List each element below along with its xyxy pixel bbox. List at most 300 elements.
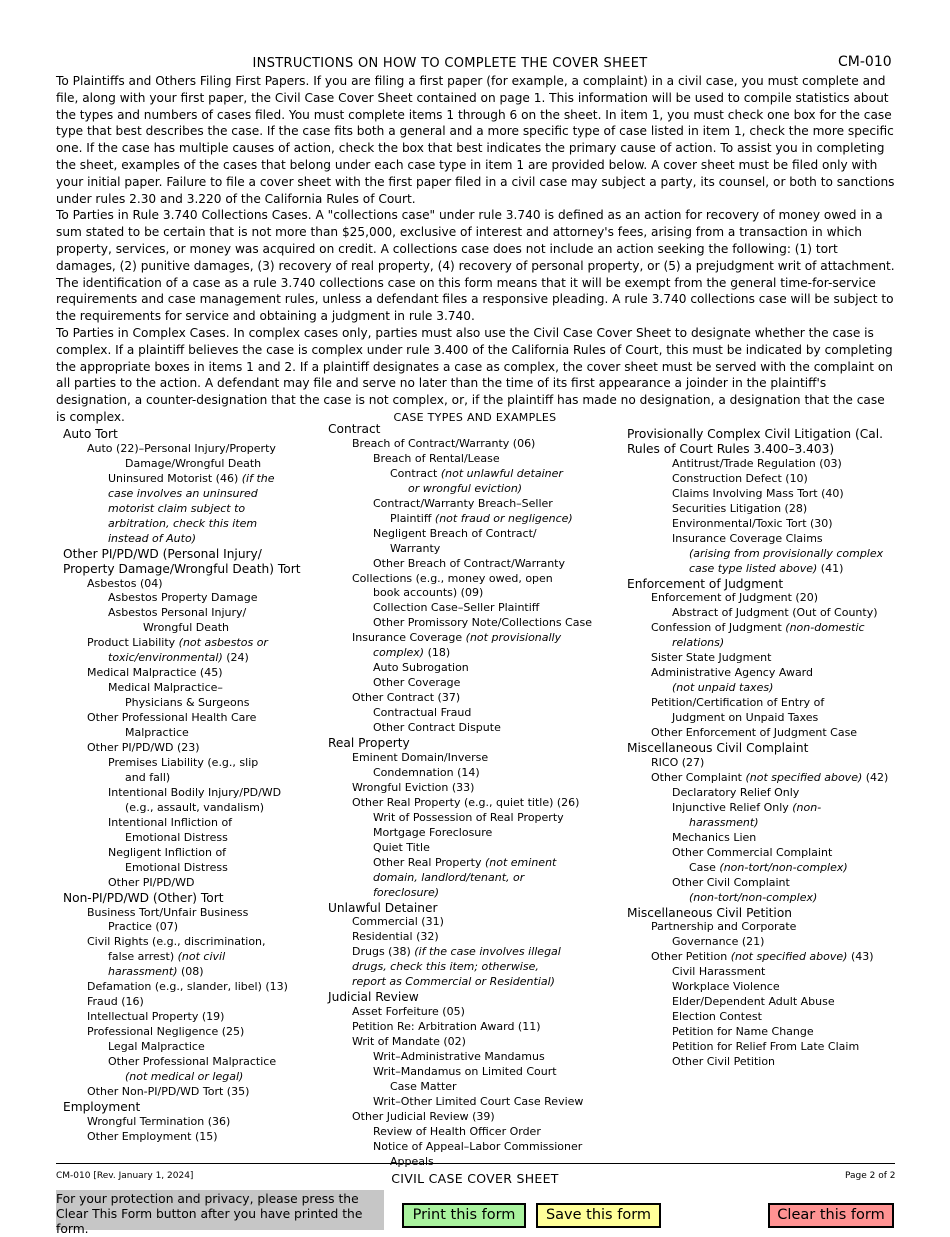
item-text: Damage/Wrongful Death [125, 456, 262, 470]
item-text: Other Breach of Contract/Warranty [373, 556, 566, 570]
item-qualifier: (not unlawful detainer [440, 466, 563, 480]
case-type-item [63, 756, 318, 771]
case-type-item [328, 841, 618, 856]
case-type-item [328, 930, 618, 945]
case-type-item [328, 467, 618, 482]
instructions-body [56, 73, 898, 426]
item-text: Negligent Breach of Contract/ [373, 526, 537, 540]
item-text: Judgment on Unpaid Taxes [672, 711, 819, 725]
case-type-item [627, 876, 907, 891]
item-qualifier: (not eminent [484, 855, 557, 869]
item-text: Real Property [328, 736, 410, 751]
item-qualifier: (if the [241, 471, 275, 485]
case-type-item [328, 527, 618, 542]
case-type-item [63, 666, 318, 681]
item-text: Civil Harassment [672, 965, 766, 979]
case-category [328, 422, 618, 437]
item-qualifier: foreclosure) [373, 885, 440, 899]
case-type-item [328, 781, 618, 796]
item-text: Writ of Mandate (02) [352, 1035, 466, 1049]
item-text: Rules of Court Rules 3.400–3.403) [627, 441, 835, 456]
item-text: Election Contest [672, 1010, 762, 1024]
case-type-item [627, 831, 907, 846]
case-category [627, 442, 907, 457]
case-types-column-1 [63, 427, 318, 1145]
case-type-item [63, 1130, 318, 1145]
case-type-item [627, 1055, 907, 1070]
item-text: Injunctive Relief Only [672, 800, 793, 814]
item-text: Contract/Warranty Breach–Seller [373, 496, 553, 510]
item-qualifier: (non- [792, 800, 822, 814]
case-type-item [63, 591, 318, 606]
case-type-item [627, 1025, 907, 1040]
item-qualifier: (not medical or legal) [125, 1069, 244, 1083]
paragraph-text: If you are filing a first paper (for example, a complaint) in a civil case, you must complete and file, along with your first paper, the Civil Case Cover Sheet contained on page 1. This information will be used to compile statistics about the types and numbers of cases filed. You must complete items 1 through 6 on the sheet. In item 1, you must check one box for the case type that best describes the case. If the case fits both a general and a more specific type of case listed in item 1, check the more specific one. If the case has multiple causes of action, check the box that best indicates the primary cause of action. To assist you in completing the sheet, examples of the cases that belong under each case type in item 1 are provided below. A cover sheet must be filed only with your initial paper. Failure to file a cover sheet with the first paper filed in a civil case may subject a party, its counsel, or both to sanctions under rules 2.30 and 3.220 of the California Rules of Court. [56, 74, 895, 206]
item-code: (24) [222, 651, 249, 665]
item-text: Asbestos (04) [87, 576, 163, 590]
case-type-item [328, 437, 618, 452]
item-text: book accounts) (09) [373, 586, 484, 600]
form-revision: CM-010 [Rev. January 1, 2024] [56, 1171, 194, 1181]
item-text: Other Real Property (e.g., quiet title) (26) [352, 795, 580, 809]
item-qualifier: (not unpaid taxes) [672, 681, 774, 695]
item-text: Intentional Bodily Injury/PD/WD [108, 785, 282, 799]
item-text: Breach of Rental/Lease [373, 451, 500, 465]
item-text: Insurance Coverage Claims [672, 531, 823, 545]
case-type-item [627, 457, 907, 472]
case-type-item [63, 831, 318, 846]
item-text: Eminent Domain/Inverse [352, 750, 489, 764]
item-qualifier: relations) [672, 636, 725, 650]
case-type-item [63, 816, 318, 831]
item-text: Miscellaneous Civil Complaint [627, 741, 809, 756]
item-text: Other Promissory Note/Collections Case [373, 616, 592, 630]
form-id: CM-010 [838, 54, 892, 70]
item-text: Civil Rights (e.g., discrimination, [87, 935, 266, 949]
item-code: (42) [862, 770, 889, 784]
item-text: Antitrust/Trade Regulation (03) [672, 456, 842, 470]
item-code: (08) [177, 965, 204, 979]
case-category [627, 427, 907, 442]
item-text: Writ–Mandamus on Limited Court [373, 1064, 557, 1078]
item-text: Fraud (16) [87, 995, 144, 1009]
case-type-item [63, 846, 318, 861]
case-type-item [63, 771, 318, 786]
item-text: Other Judicial Review (39) [352, 1109, 495, 1123]
case-type-item [627, 861, 907, 876]
item-qualifier: arbitration, check this item [108, 516, 258, 530]
item-text: Review of Health Officer Order [373, 1124, 541, 1138]
case-types-title: CASE TYPES AND EXAMPLES [393, 411, 557, 424]
item-text: Abstract of Judgment (Out of County) [672, 606, 878, 620]
item-code: (41) [817, 561, 844, 575]
case-type-item [627, 606, 907, 621]
case-type-item [63, 606, 318, 621]
item-text: Other Commercial Complaint [672, 845, 833, 859]
case-type-item [627, 965, 907, 980]
item-text: Other Real Property [373, 855, 485, 869]
item-text: Other Civil Petition [672, 1055, 776, 1069]
case-type-item [627, 816, 907, 831]
case-type-item [63, 801, 318, 816]
item-text: Wrongful Termination (36) [87, 1114, 231, 1128]
case-type-item [328, 691, 618, 706]
case-type-item [627, 920, 907, 935]
case-type-item [63, 995, 318, 1010]
item-text: Other Non-PI/PD/WD Tort (35) [87, 1084, 250, 1098]
case-category [328, 901, 618, 916]
save-form-button[interactable]: Save this form [536, 1203, 661, 1228]
item-text: Property Damage/Wrongful Death) Tort [63, 561, 301, 576]
case-type-item [63, 651, 318, 666]
item-text: Premises Liability (e.g., slip [108, 755, 259, 769]
item-text: Auto (22)–Personal Injury/Property [87, 441, 276, 455]
paragraph-heading: To Parties in Complex Cases. [56, 325, 230, 340]
case-type-item [627, 756, 907, 771]
case-type-item [63, 950, 318, 965]
item-text: Confession of Judgment [651, 621, 786, 635]
case-type-item [627, 636, 907, 651]
item-text: Other PI/PD/WD (Personal Injury/ [63, 546, 262, 561]
case-type-item [328, 751, 618, 766]
case-type-item [627, 562, 907, 577]
item-text: Other Civil Complaint [672, 875, 790, 889]
item-text: false arrest) [108, 950, 178, 964]
item-text: Contract [390, 466, 441, 480]
item-text: Wrongful Eviction (33) [352, 780, 475, 794]
item-text: Other Coverage [373, 676, 461, 690]
case-type-item [328, 557, 618, 572]
item-qualifier: (not fraud or negligence) [434, 511, 573, 525]
case-type-item [627, 1040, 907, 1055]
case-type-item [63, 472, 318, 487]
item-text: Wrongful Death [143, 621, 230, 635]
item-text: Miscellaneous Civil Petition [627, 905, 792, 920]
item-text: Residential (32) [352, 930, 439, 944]
item-text: Enforcement of Judgment [627, 576, 784, 591]
case-type-item [328, 616, 618, 631]
item-text: Partnership and Corporate [651, 920, 797, 934]
case-type-item [328, 1080, 618, 1095]
item-text: Employment [63, 1099, 141, 1114]
item-text: Petition for Name Change [672, 1025, 814, 1039]
item-text: Quiet Title [373, 840, 430, 854]
case-type-item [63, 502, 318, 517]
case-type-item [63, 487, 318, 502]
case-type-item [63, 621, 318, 636]
case-type-item [328, 826, 618, 841]
case-category [627, 906, 907, 921]
item-qualifier: or wrongful eviction) [408, 481, 523, 495]
item-text: Medical Malpractice (45) [87, 666, 223, 680]
item-text: Elder/Dependent Adult Abuse [672, 995, 835, 1009]
item-text: Writ–Administrative Mandamus [373, 1050, 545, 1064]
print-form-button[interactable]: Print this form [402, 1203, 526, 1228]
case-type-item [328, 631, 618, 646]
case-category [63, 891, 318, 906]
case-type-item [63, 786, 318, 801]
case-type-item [328, 1095, 618, 1110]
case-type-item [328, 1140, 618, 1155]
item-text: Other PI/PD/WD (23) [87, 741, 200, 755]
item-text: Workplace Violence [672, 980, 780, 994]
item-text: Asbestos Personal Injury/ [108, 606, 247, 620]
item-text: Medical Malpractice– [108, 681, 223, 695]
item-text: Mechanics Lien [672, 830, 757, 844]
case-type-item [627, 935, 907, 950]
item-text: Petition/Certification of Entry of [651, 696, 825, 710]
case-type-item [63, 532, 318, 547]
case-category [63, 562, 318, 577]
item-text: Appeals [390, 1154, 434, 1168]
item-text: Other Professional Malpractice [108, 1055, 277, 1069]
item-text: Other Complaint [651, 770, 746, 784]
case-type-item [627, 726, 907, 741]
item-text: Other Contract (37) [352, 691, 461, 705]
item-text: Declaratory Relief Only [672, 785, 800, 799]
item-text: Petition for Relief From Late Claim [672, 1040, 860, 1054]
item-qualifier: instead of Auto) [108, 531, 196, 545]
case-type-item [328, 646, 618, 661]
item-text: (e.g., assault, vandalism) [125, 800, 265, 814]
case-type-item [328, 915, 618, 930]
item-qualifier: report as Commercial or Residential) [352, 975, 555, 989]
instructions-title: INSTRUCTIONS ON HOW TO COMPLETE THE COVER SHEET [252, 56, 648, 71]
case-type-item [328, 856, 618, 871]
item-text: Plaintiff [390, 511, 435, 525]
case-type-item [328, 796, 618, 811]
item-qualifier: (non-domestic [785, 621, 865, 635]
item-qualifier: toxic/environmental) [108, 651, 223, 665]
item-text: Product Liability [87, 636, 179, 650]
case-type-item [63, 876, 318, 891]
case-type-item [627, 502, 907, 517]
item-text: Uninsured Motorist (46) [108, 471, 242, 485]
case-types-column-2 [328, 422, 618, 1170]
clear-form-button[interactable]: Clear this form [768, 1203, 894, 1228]
case-type-item [63, 1010, 318, 1025]
item-text: Physicians & Surgeons [125, 696, 250, 710]
case-type-item [328, 586, 618, 601]
footer-divider [56, 1163, 895, 1164]
case-category [328, 736, 618, 751]
item-qualifier: motorist claim subject to [108, 501, 246, 515]
case-category [627, 741, 907, 756]
case-type-item [328, 482, 618, 497]
case-type-item [63, 696, 318, 711]
case-category [63, 1100, 318, 1115]
paragraph-heading: To Parties in Rule 3.740 Collections Cases. [56, 208, 312, 223]
case-type-item [63, 1085, 318, 1100]
case-type-item [328, 886, 618, 901]
case-type-item [328, 721, 618, 736]
item-qualifier: drugs, check this item; otherwise, [352, 960, 539, 974]
case-type-item [63, 741, 318, 756]
case-type-item [328, 676, 618, 691]
case-type-item [63, 1070, 318, 1085]
item-text: Contract [328, 422, 381, 436]
item-qualifier: (arising from provisionally complex [689, 546, 884, 560]
case-type-item [328, 542, 618, 557]
case-type-item [627, 711, 907, 726]
item-text: Mortgage Foreclosure [373, 825, 493, 839]
item-text: Judicial Review [328, 990, 419, 1005]
case-category [63, 547, 318, 562]
item-text: Other PI/PD/WD [108, 875, 195, 889]
item-text: Writ of Possession of Real Property [373, 810, 564, 824]
item-text: Collection Case–Seller Plaintiff [373, 601, 540, 615]
case-type-item [328, 1005, 618, 1020]
case-type-item [328, 1035, 618, 1050]
item-qualifier: (not civil [177, 950, 226, 964]
item-qualifier: (not specified above) [730, 950, 848, 964]
case-type-item [328, 601, 618, 616]
item-text: Enforcement of Judgment (20) [651, 591, 819, 605]
case-type-item [328, 871, 618, 886]
item-text: Provisionally Complex Civil Litigation (Cal. [627, 427, 884, 441]
item-text: Auto Subrogation [373, 661, 469, 675]
case-type-item [627, 950, 907, 965]
case-type-item [627, 1010, 907, 1025]
case-type-item [627, 591, 907, 606]
item-text: Business Tort/Unfair Business [87, 905, 249, 919]
item-qualifier: harassment) [108, 965, 178, 979]
case-type-item [328, 1125, 618, 1140]
case-type-item [63, 517, 318, 532]
item-text: Other Contract Dispute [373, 721, 501, 735]
item-text: and fall) [125, 770, 171, 784]
case-type-item [627, 980, 907, 995]
case-type-item [328, 706, 618, 721]
case-category [63, 427, 318, 442]
privacy-note: For your protection and privacy, please press the Clear This Form button after you have printed the form. [56, 1190, 384, 1230]
case-type-item [63, 711, 318, 726]
paragraph-text: In complex cases only, parties must also use the Civil Case Cover Sheet to designate whether the case is complex. If a plaintiff believes the case is complex under rule 3.400 of the California Rules of Court, this must be indicated by completing the appropriate boxes in items 1 and 2. If a plaintiff designates a case as complex, the cover sheet must be served with the complaint on all parties to the action. A defendant may file and serve no later than the time of its first appearance a joinder in the plaintiff's designation, a counter-designation that the case is not complex, or, if the plaintiff has made no designation, a designation that the case is complex. [56, 325, 893, 424]
item-text: Case [689, 860, 720, 874]
case-type-item [328, 661, 618, 676]
item-text: Warranty [390, 541, 441, 555]
item-qualifier: complex) [373, 646, 425, 660]
item-text: RICO (27) [651, 755, 705, 769]
item-text: Petition Re: Arbitration Award (11) [352, 1020, 541, 1034]
item-text: Collections (e.g., money owed, open [352, 571, 553, 585]
item-text: Other Petition [651, 950, 731, 964]
instructions-paragraph [56, 207, 898, 325]
item-qualifier: harassment) [689, 815, 759, 829]
case-type-item [627, 487, 907, 502]
case-type-item [627, 771, 907, 786]
item-code: (18) [424, 646, 451, 660]
case-type-item [328, 1110, 618, 1125]
case-type-item [328, 1065, 618, 1080]
case-type-item [328, 512, 618, 527]
case-type-item [63, 935, 318, 950]
item-text: Securities Litigation (28) [672, 501, 808, 515]
instructions-paragraph [56, 73, 898, 207]
item-qualifier: case involves an uninsured [108, 486, 258, 500]
case-type-item [63, 906, 318, 921]
item-text: Legal Malpractice [108, 1040, 205, 1054]
item-text: Practice (07) [108, 920, 179, 934]
case-type-item [63, 980, 318, 995]
case-type-item [328, 960, 618, 975]
item-text: Sister State Judgment [651, 651, 772, 665]
case-type-item [627, 532, 907, 547]
form-title: CIVIL CASE COVER SHEET [391, 1171, 559, 1186]
case-type-item [63, 636, 318, 651]
case-type-item [627, 801, 907, 816]
item-text: Other Enforcement of Judgment Case [651, 726, 858, 740]
case-type-item [627, 696, 907, 711]
case-type-item [627, 517, 907, 532]
item-text: Auto Tort [63, 427, 118, 441]
item-text: Professional Negligence (25) [87, 1025, 245, 1039]
item-text: Case Matter [390, 1079, 457, 1093]
case-type-item [63, 726, 318, 741]
item-text: Asbestos Property Damage [108, 591, 258, 605]
item-qualifier: (not asbestos or [178, 636, 268, 650]
item-text: Breach of Contract/Warranty (06) [352, 436, 536, 450]
case-type-item [328, 945, 618, 960]
item-text: Other Professional Health Care [87, 711, 257, 725]
item-qualifier: (if the case involves illegal [414, 945, 561, 959]
case-type-item [63, 1025, 318, 1040]
paragraph-text: A "collections case" under rule 3.740 is defined as an action for recovery of money owed in a sum stated to be certain that is not more than $25,000, exclusive of interest and attorney's fees, arising from a transaction in which property, services, or money was acquired on credit. A collections case does not include an action seeking the following: (1) tort damages, (2) punitive damages, (3) recovery of real property, (4) recovery of personal property, or (5) a prejudgment writ of attachment. The identification of a case as a rule 3.740 collections case on this form means that it will be exempt from the general time-for-service requirements and case management rules, unless a defendant files a responsive pleading. A rule 3.740 collections case will be subject to the requirements for service and obtaining a judgment in rule 3.740. [56, 208, 895, 324]
case-type-item [627, 846, 907, 861]
case-type-item [627, 621, 907, 636]
case-type-item [63, 1055, 318, 1070]
case-type-item [63, 920, 318, 935]
item-qualifier: (not provisionally [465, 631, 562, 645]
item-text: Intellectual Property (19) [87, 1010, 225, 1024]
case-type-item [627, 681, 907, 696]
item-qualifier: case type listed above) [689, 561, 818, 575]
item-text: Emotional Distress [125, 830, 228, 844]
case-type-item [63, 1040, 318, 1055]
case-type-item [627, 651, 907, 666]
item-qualifier: (not specified above) [745, 770, 863, 784]
item-text: Unlawful Detainer [328, 900, 438, 915]
page-number: Page 2 of 2 [845, 1171, 896, 1181]
case-type-item [627, 472, 907, 487]
case-type-item [328, 452, 618, 467]
item-text: Environmental/Toxic Tort (30) [672, 516, 833, 530]
item-text: Commercial (31) [352, 915, 444, 929]
case-type-item [328, 572, 618, 587]
case-category [328, 990, 618, 1005]
item-text: Asset Forfeiture (05) [352, 1005, 465, 1019]
item-text: Intentional Infliction of [108, 815, 233, 829]
case-type-item [63, 681, 318, 696]
case-type-item [63, 442, 318, 457]
item-text: Negligent Infliction of [108, 845, 227, 859]
item-text: Defamation (e.g., slander, libel) (13) [87, 980, 288, 994]
item-qualifier: (non-tort/non-complex) [689, 890, 818, 904]
case-type-item [627, 547, 907, 562]
case-type-item [328, 1020, 618, 1035]
item-qualifier: (non-tort/non-complex) [719, 860, 848, 874]
case-type-item [328, 975, 618, 990]
item-text: Insurance Coverage [352, 631, 466, 645]
case-type-item [627, 891, 907, 906]
case-type-item [63, 1115, 318, 1130]
item-text: Construction Defect (10) [672, 471, 808, 485]
item-text: Administrative Agency Award [651, 666, 813, 680]
item-text: Malpractice [125, 726, 189, 740]
case-type-item [63, 965, 318, 980]
item-text: Notice of Appeal–Labor Commissioner [373, 1139, 583, 1153]
case-type-item [627, 786, 907, 801]
